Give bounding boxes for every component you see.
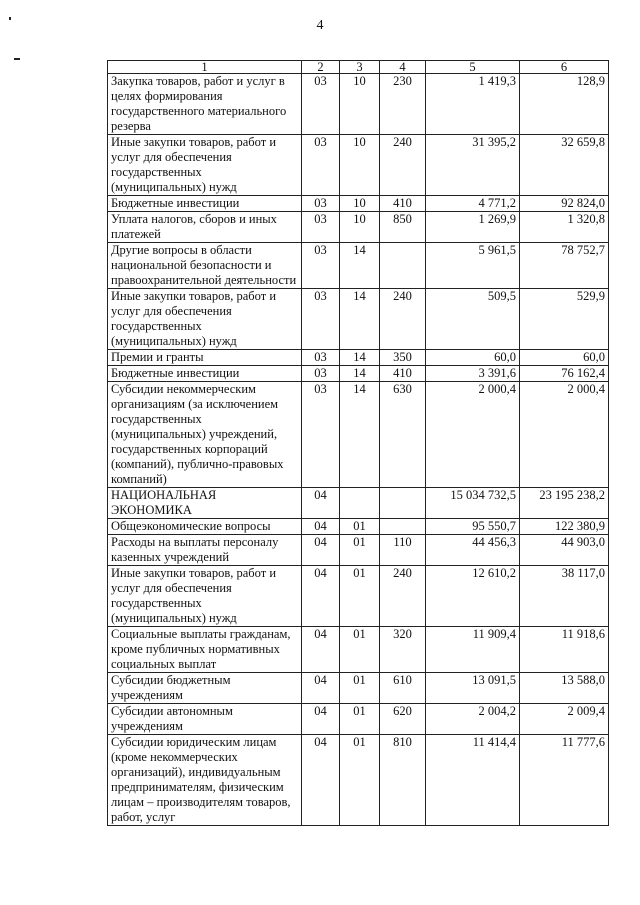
column-header: 1 [108,61,302,74]
subsection-code-cell: 01 [340,535,380,566]
table-row [108,350,609,366]
table-row [108,135,609,196]
table-row [108,196,609,212]
subsection-code-cell: 01 [340,673,380,704]
amount-col6-cell: 78 752,7 [520,243,609,289]
section-code-cell: 04 [302,735,340,826]
expense-type-cell: 410 [380,366,426,382]
subsection-code-cell: 01 [340,704,380,735]
amount-col5-cell: 509,5 [426,289,520,350]
subsection-code-cell [340,488,380,519]
section-code-cell: 03 [302,382,340,488]
section-code-cell: 03 [302,366,340,382]
expense-type-cell: 850 [380,212,426,243]
table-row [108,212,609,243]
row-name-cell: Общеэкономические вопросы [108,519,302,535]
subsection-code-cell: 10 [340,212,380,243]
table-row [108,627,609,673]
column-header: 5 [426,61,520,74]
table-row [108,673,609,704]
row-name-cell: Субсидии некоммерческим организациям (за исключением государственных (муниципальных) учреждений, государственных корпораций (компаний), публично-правовых компаний) [108,382,302,488]
row-name-cell: Бюджетные инвестиции [108,196,302,212]
section-code-cell: 04 [302,488,340,519]
subsection-code-cell: 01 [340,519,380,535]
section-code-cell: 04 [302,535,340,566]
section-code-cell: 03 [302,289,340,350]
column-header: 2 [302,61,340,74]
amount-col6-cell: 13 588,0 [520,673,609,704]
section-code-cell: 03 [302,196,340,212]
expense-type-cell: 240 [380,566,426,627]
table-row [108,735,609,826]
column-header: 4 [380,61,426,74]
section-code-cell: 03 [302,243,340,289]
amount-col5-cell: 60,0 [426,350,520,366]
row-name-cell: Иные закупки товаров, работ и услуг для обеспечения государственных (муниципальных) нужд [108,135,302,196]
budget-table [107,60,609,826]
subsection-code-cell: 10 [340,74,380,135]
amount-col6-cell: 23 195 238,2 [520,488,609,519]
subsection-code-cell: 01 [340,735,380,826]
amount-col5-cell: 11 909,4 [426,627,520,673]
amount-col6-cell: 11 918,6 [520,627,609,673]
row-name-cell: Расходы на выплаты персоналу казенных учреждений [108,535,302,566]
amount-col5-cell: 1 419,3 [426,74,520,135]
scan-mark [14,58,20,60]
column-header: 3 [340,61,380,74]
table-row [108,535,609,566]
section-code-cell: 04 [302,704,340,735]
subsection-code-cell: 14 [340,243,380,289]
amount-col5-cell: 44 456,3 [426,535,520,566]
row-name-cell: Уплата налогов, сборов и иных платежей [108,212,302,243]
amount-col5-cell: 1 269,9 [426,212,520,243]
section-code-cell: 03 [302,212,340,243]
expense-type-cell: 410 [380,196,426,212]
table-row [108,519,609,535]
expense-type-cell: 240 [380,289,426,350]
amount-col5-cell: 2 004,2 [426,704,520,735]
row-name-cell: Бюджетные инвестиции [108,366,302,382]
expense-type-cell: 620 [380,704,426,735]
section-code-cell: 04 [302,673,340,704]
amount-col6-cell: 76 162,4 [520,366,609,382]
row-name-cell: Закупка товаров, работ и услуг в целях формирования государственного материального резерва [108,74,302,135]
subsection-code-cell: 14 [340,382,380,488]
subsection-code-cell: 01 [340,627,380,673]
expense-type-cell: 320 [380,627,426,673]
row-name-cell: Субсидии бюджетным учреждениям [108,673,302,704]
section-code-cell: 04 [302,519,340,535]
subsection-code-cell: 01 [340,566,380,627]
amount-col5-cell: 13 091,5 [426,673,520,704]
amount-col5-cell: 2 000,4 [426,382,520,488]
amount-col6-cell: 122 380,9 [520,519,609,535]
expense-type-cell: 350 [380,350,426,366]
row-name-cell: НАЦИОНАЛЬНАЯ ЭКОНОМИКА [108,488,302,519]
row-name-cell: Субсидии автономным учреждениям [108,704,302,735]
table-row [108,704,609,735]
amount-col6-cell: 2 000,4 [520,382,609,488]
page-number: 4 [316,18,324,33]
subsection-code-cell: 14 [340,366,380,382]
amount-col6-cell: 44 903,0 [520,535,609,566]
amount-col5-cell: 11 414,4 [426,735,520,826]
expense-type-cell: 240 [380,135,426,196]
amount-col5-cell: 4 771,2 [426,196,520,212]
amount-col5-cell: 15 034 732,5 [426,488,520,519]
row-name-cell: Субсидии юридическим лицам (кроме некоммерческих организаций), индивидуальным предпринимателям, физическим лицам – производителям товаров, работ, услуг [108,735,302,826]
section-code-cell: 04 [302,566,340,627]
table-row [108,366,609,382]
subsection-code-cell: 10 [340,196,380,212]
expense-type-cell: 630 [380,382,426,488]
row-name-cell: Другие вопросы в области национальной безопасности и правоохранительной деятельности [108,243,302,289]
subsection-code-cell: 14 [340,289,380,350]
section-code-cell: 04 [302,627,340,673]
table-row [108,566,609,627]
amount-col5-cell: 31 395,2 [426,135,520,196]
subsection-code-cell: 10 [340,135,380,196]
subsection-code-cell: 14 [340,350,380,366]
amount-col5-cell: 5 961,5 [426,243,520,289]
amount-col6-cell: 529,9 [520,289,609,350]
column-header: 6 [520,61,609,74]
amount-col6-cell: 1 320,8 [520,212,609,243]
amount-col5-cell: 3 391,6 [426,366,520,382]
row-name-cell: Иные закупки товаров, работ и услуг для обеспечения государственных (муниципальных) нужд [108,566,302,627]
row-name-cell: Социальные выплаты гражданам, кроме публичных нормативных социальных выплат [108,627,302,673]
section-code-cell: 03 [302,135,340,196]
table-row [108,243,609,289]
table-row [108,289,609,350]
amount-col6-cell: 11 777,6 [520,735,609,826]
amount-col6-cell: 92 824,0 [520,196,609,212]
amount-col6-cell: 128,9 [520,74,609,135]
table-header-row [108,61,609,74]
amount-col5-cell: 12 610,2 [426,566,520,627]
expense-type-cell: 610 [380,673,426,704]
expense-type-cell [380,519,426,535]
expense-type-cell [380,488,426,519]
table-row [108,488,609,519]
amount-col6-cell: 2 009,4 [520,704,609,735]
amount-col6-cell: 38 117,0 [520,566,609,627]
expense-type-cell: 110 [380,535,426,566]
table-row [108,74,609,135]
section-code-cell: 03 [302,350,340,366]
amount-col6-cell: 32 659,8 [520,135,609,196]
row-name-cell: Премии и гранты [108,350,302,366]
amount-col5-cell: 95 550,7 [426,519,520,535]
amount-col6-cell: 60,0 [520,350,609,366]
section-code-cell: 03 [302,74,340,135]
expense-type-cell [380,243,426,289]
expense-type-cell: 230 [380,74,426,135]
expense-type-cell: 810 [380,735,426,826]
row-name-cell: Иные закупки товаров, работ и услуг для обеспечения государственных (муниципальных) нужд [108,289,302,350]
table-row [108,382,609,488]
